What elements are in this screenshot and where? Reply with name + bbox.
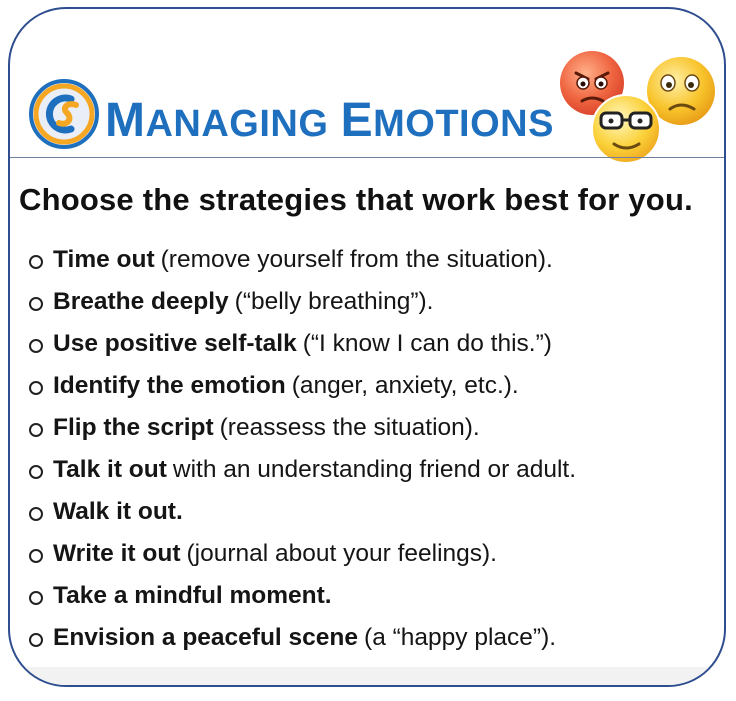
strategy-name: Identify the emotion — [53, 372, 286, 399]
strategy-name: Envision a peaceful scene — [53, 624, 359, 651]
strategy-name: Breathe deeply — [53, 288, 229, 315]
list-item — [29, 449, 576, 491]
strategy-name: Use positive self-talk — [53, 330, 297, 357]
page-title — [105, 95, 554, 150]
bullet-circle-icon — [29, 549, 43, 563]
strategy-name: Write it out — [53, 540, 181, 567]
list-item — [29, 281, 576, 323]
bullet-circle-icon — [29, 255, 43, 269]
subtitle: Choose the strategies that work best for you. — [19, 182, 693, 217]
strategy-detail: (a “happy place”). — [364, 624, 557, 651]
title-word-2-rest: MOTIONS — [373, 103, 554, 145]
header-divider — [10, 157, 724, 158]
bullet-circle-icon — [29, 591, 43, 605]
list-item — [29, 323, 576, 365]
strategy-detail: (“I know I can do this.”) — [302, 330, 552, 357]
strategy-detail: (anger, anxiety, etc.). — [291, 372, 519, 399]
list-item — [29, 617, 576, 659]
list-item — [29, 407, 576, 449]
poster-card — [8, 7, 726, 687]
bullet-circle-icon — [29, 633, 43, 647]
strategy-detail: with an understanding friend or adult. — [172, 456, 577, 483]
strategy-detail: (remove yourself from the situation). — [160, 246, 553, 273]
strategy-name: Take a mindful moment. — [53, 582, 332, 609]
bottom-band — [10, 667, 724, 685]
list-item — [29, 365, 576, 407]
bullet-circle-icon — [29, 507, 43, 521]
list-item — [29, 491, 576, 533]
strategy-name: Flip the script — [53, 414, 214, 441]
bullet-circle-icon — [29, 423, 43, 437]
header — [10, 9, 724, 155]
nerd-face-icon — [592, 95, 660, 163]
list-item — [29, 239, 576, 281]
bullet-circle-icon — [29, 339, 43, 353]
bullet-circle-icon — [29, 297, 43, 311]
list-item — [29, 575, 576, 617]
logo-icon — [27, 77, 101, 151]
title-word-1-rest: ANAGING — [145, 103, 329, 145]
strategy-detail: (“belly breathing”). — [234, 288, 434, 315]
strategy-name: Time out — [53, 246, 155, 273]
title-word-2-initial: E — [340, 94, 374, 147]
strategy-detail: (journal about your feelings). — [186, 540, 497, 567]
bullet-circle-icon — [29, 381, 43, 395]
strategy-detail: (reassess the situation). — [219, 414, 480, 441]
strategy-name: Walk it out. — [53, 498, 183, 525]
strategy-name: Talk it out — [53, 456, 167, 483]
emoji-cluster — [546, 49, 726, 169]
strategy-list — [29, 239, 576, 659]
bullet-circle-icon — [29, 465, 43, 479]
list-item — [29, 533, 576, 575]
title-word-1-initial: M — [105, 94, 146, 147]
